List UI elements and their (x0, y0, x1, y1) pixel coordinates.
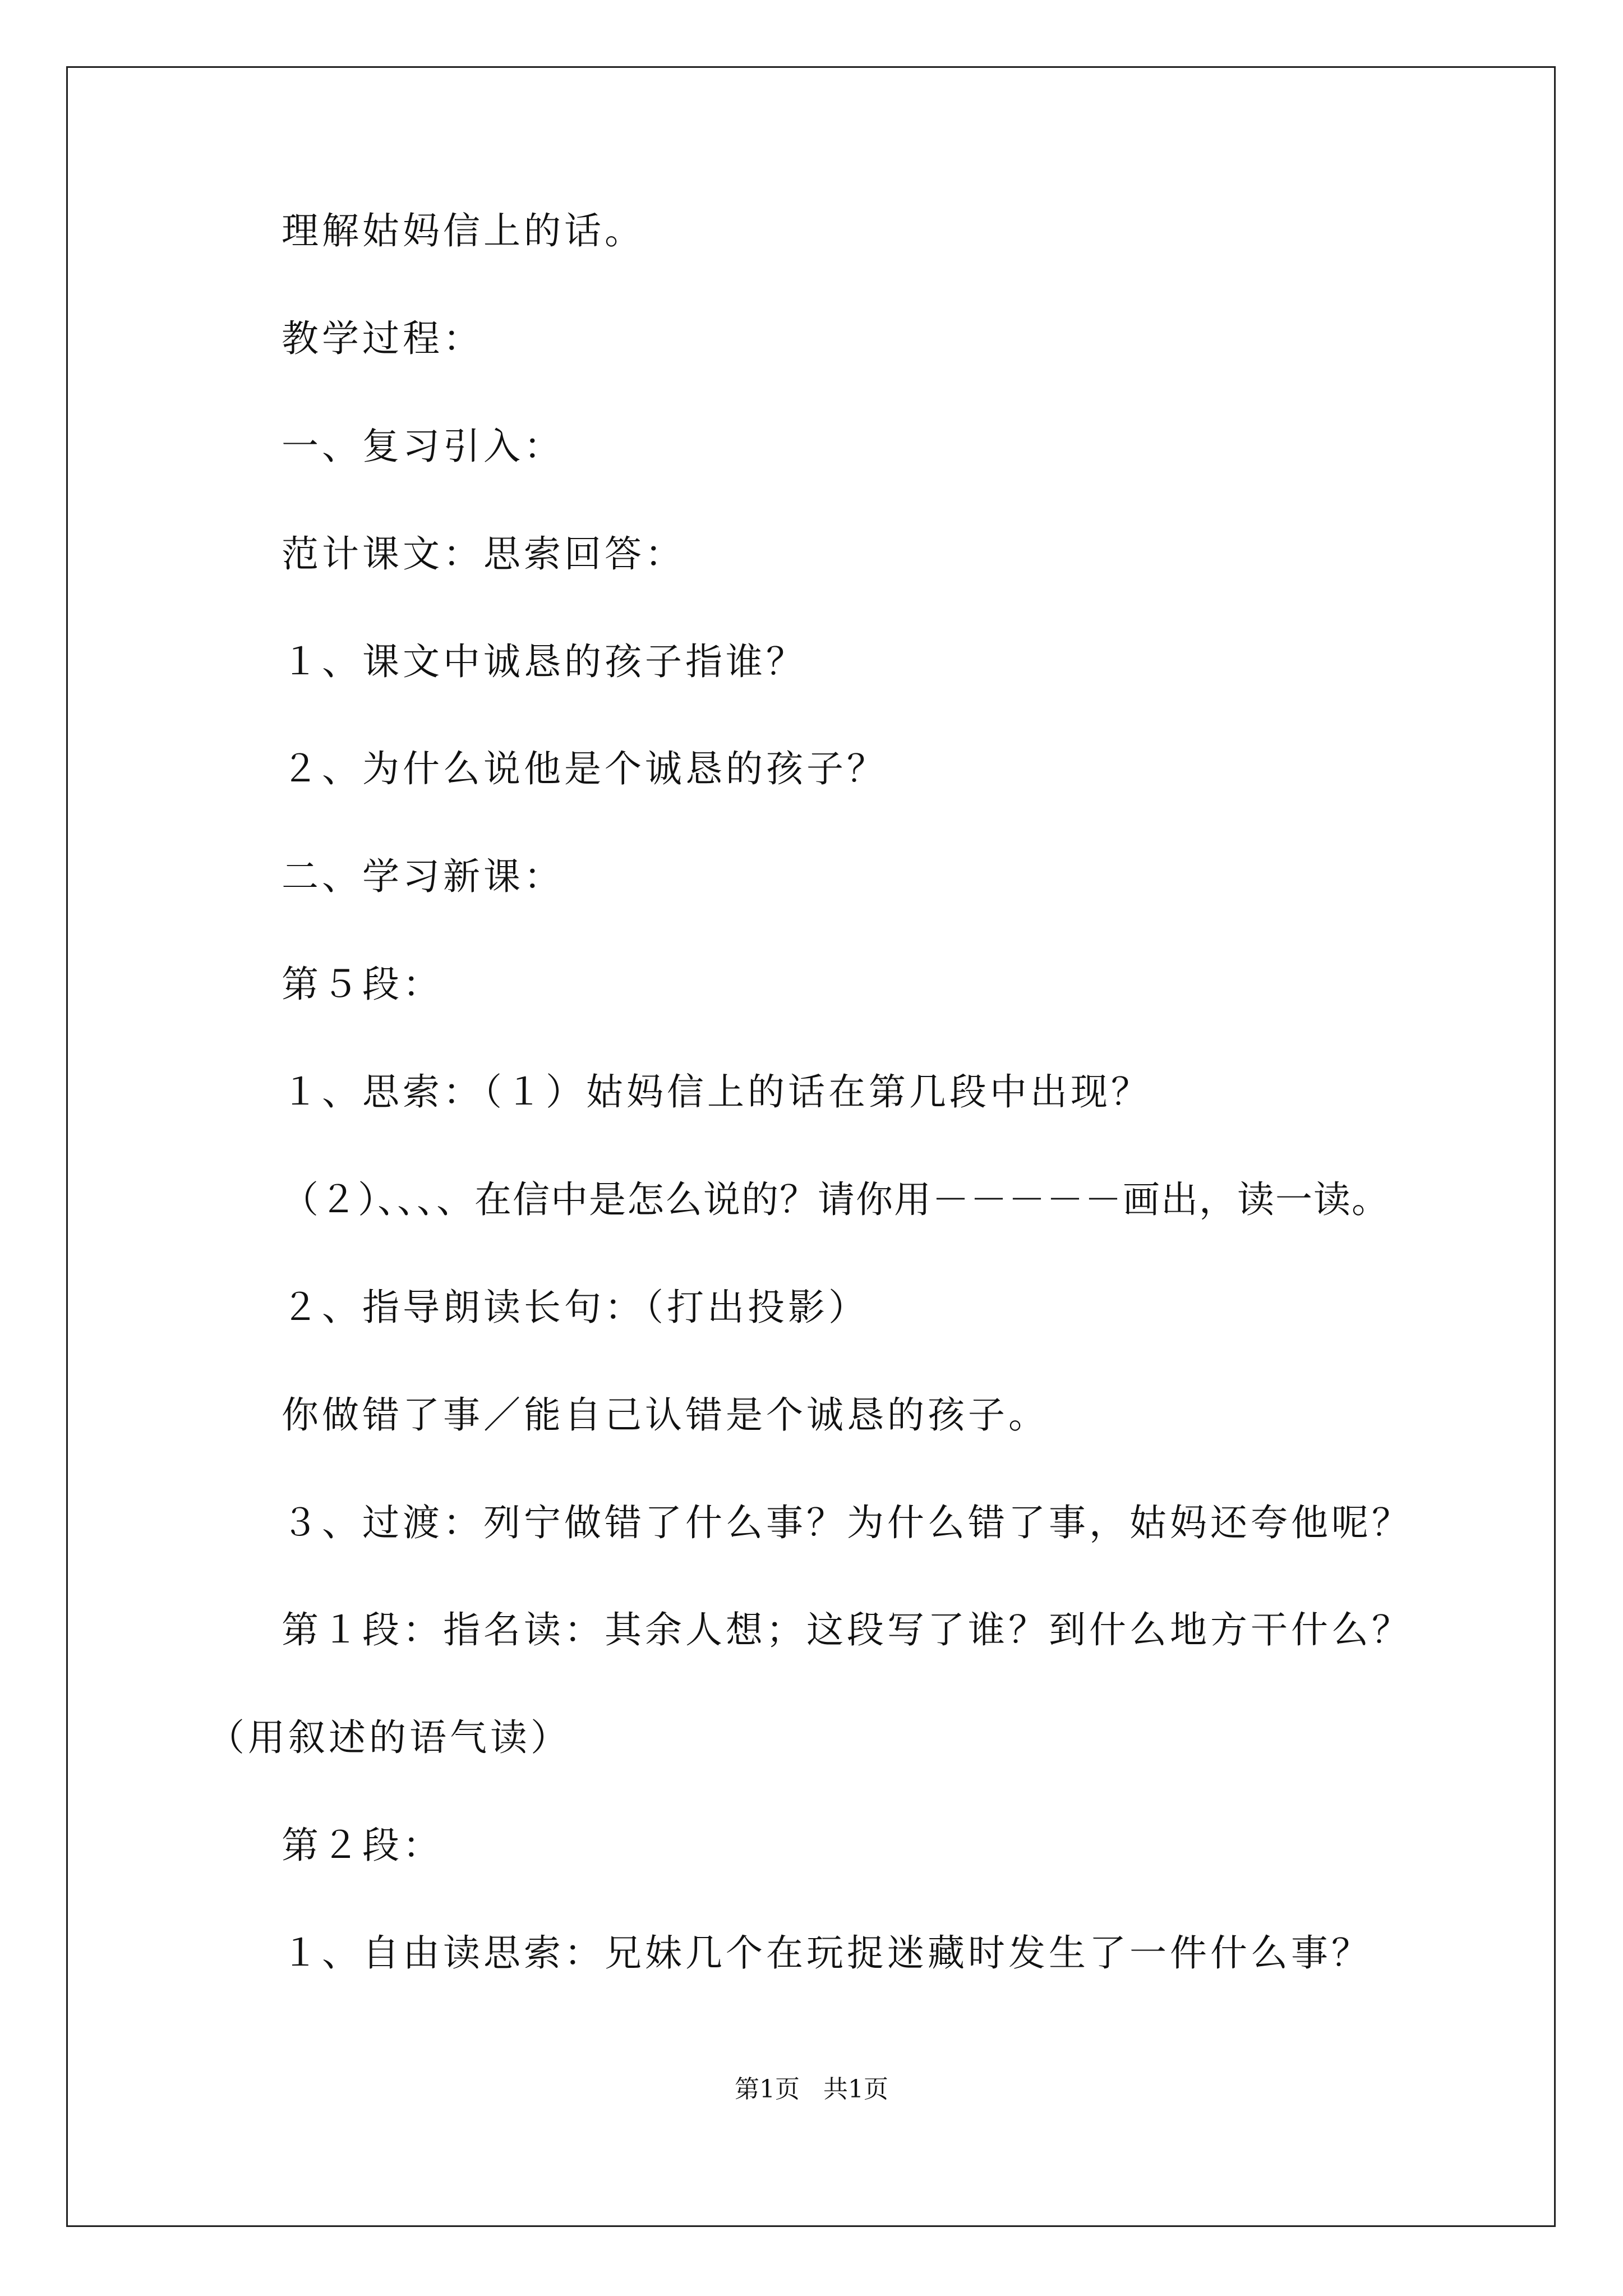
text-line: 范计课文：思索回答： (282, 532, 685, 576)
list-item: ２、指导朗读长句：（打出投影） (282, 1286, 869, 1329)
text-line: （２）、、、、在信中是怎么说的？请你用－－－－－画出，读一读。 (282, 1178, 1390, 1221)
list-item: ２、为什么说他是个诚恳的孩子？ (282, 747, 887, 790)
text-line: （用叙述的语气读） (208, 1716, 571, 1759)
list-item: １、思索：（１）姑妈信上的话在第几段中出现？ (282, 1070, 1151, 1114)
page-number: 第1页 (735, 2075, 800, 2104)
text-line: 教学过程： (282, 317, 483, 360)
paragraph-label: 第５段： (282, 963, 443, 1006)
paragraph-label: 第２段： (282, 1824, 443, 1867)
page-footer (0, 2073, 1623, 2106)
paragraph-label: 第１段：指名读：其余人想；这段写了谁？到什么地方干什么？ (282, 1608, 1412, 1651)
section-heading: 二、学习新课： (282, 855, 564, 898)
list-item: １、课文中诚恳的孩子指谁？ (282, 640, 806, 683)
list-item: １、自由读思索：兄妹几个在玩捉迷藏时发生了一件什么事？ (282, 1931, 1372, 1975)
list-item: ３、过渡：列宁做错了什么事？为什么错了事，姑妈还夸他呢？ (282, 1501, 1412, 1544)
text-line: 你做错了事／能自己认错是个诚恳的孩子。 (282, 1393, 1049, 1437)
text-line: 理解姑妈信上的话。 (282, 209, 645, 252)
page-frame (66, 66, 1556, 2227)
page-total: 共1页 (823, 2075, 888, 2104)
section-heading: 一、复习引入： (282, 425, 564, 468)
